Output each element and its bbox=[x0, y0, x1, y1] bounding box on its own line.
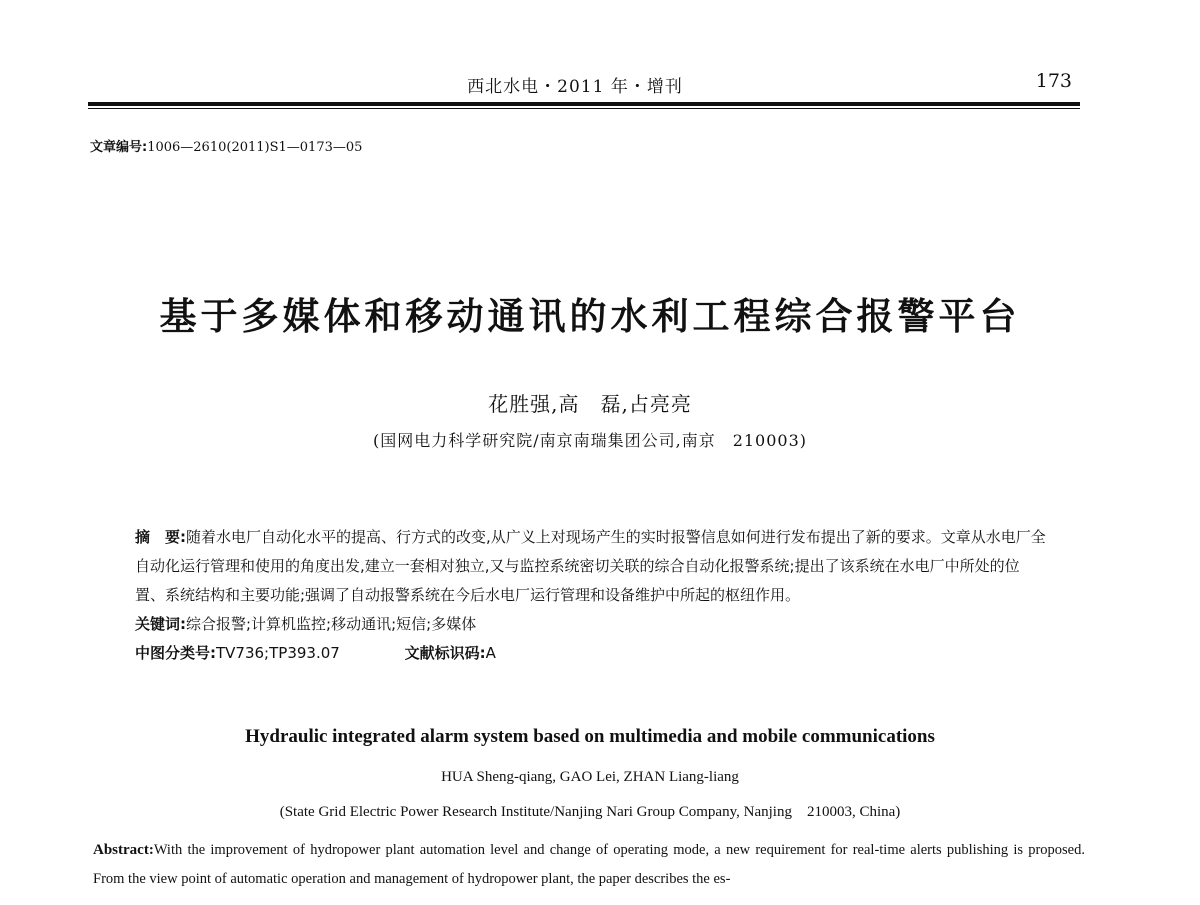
page-number: 173 bbox=[1035, 70, 1072, 92]
abstract-en bbox=[93, 836, 1085, 894]
abstract-cn bbox=[135, 523, 1047, 610]
header-rule-thick bbox=[88, 102, 1080, 106]
article-number-label: 文章编号: bbox=[90, 140, 148, 155]
abstract-en-text: With the improvement of hydropower plant automation level and change of operating mode, a new requirement for real-time alerts publishing is proposed. From the view point of automatic operation and management of hydropower plant, the paper describes the es- bbox=[93, 842, 1085, 887]
doc-code-value: A bbox=[485, 644, 496, 662]
header-rule-thin bbox=[88, 108, 1080, 109]
abstract-cn-block bbox=[135, 523, 1047, 668]
classification-label: 中图分类号: bbox=[135, 644, 216, 662]
article-number bbox=[90, 136, 362, 155]
abstract-en-label: Abstract: bbox=[93, 842, 154, 858]
abstract-cn-label: 摘 要: bbox=[135, 528, 186, 546]
classification-line bbox=[135, 639, 1047, 668]
keywords-cn bbox=[135, 610, 1047, 639]
title-cn: 基于多媒体和移动通讯的水利工程综合报警平台 bbox=[159, 295, 1021, 338]
authors-cn: 花胜强,高 磊,占亮亮 bbox=[488, 392, 692, 416]
affiliation-cn: (国网电力科学研究院/南京南瑞集团公司,南京 210003) bbox=[372, 431, 808, 450]
running-header bbox=[0, 72, 1200, 96]
journal-line: 西北水电・2011 年・增刊 bbox=[467, 77, 683, 97]
abstract-cn-text: 随着水电厂自动化水平的提高、行方式的改变,从广义上对现场产生的实时报警信息如何进行发布提出了新的要求。文章从水电厂全自动化运行管理和使用的角度出发,建立一套相对独立,又与监控系统密切关联的综合自动化报警系统;提出了该系统在水电厂中所处的位置、系统结构和主要功能;强调了自动报警系统在今后水电厂运行管理和设备维护中所起的枢纽作用。 bbox=[135, 528, 1046, 604]
doc-code-label: 文献标识码: bbox=[404, 644, 486, 662]
keywords-cn-label: 关键词: bbox=[135, 615, 186, 633]
article-number-value: 1006—2610(2011)S1—0173—05 bbox=[147, 140, 363, 155]
title-en: Hydraulic integrated alarm system based on multimedia and mobile communications bbox=[245, 726, 935, 747]
affiliation-en: (State Grid Electric Power Research Institute/Nanjing Nari Group Company, Nanjing 210003, China) bbox=[279, 804, 901, 820]
authors-en: HUA Sheng-qiang, GAO Lei, ZHAN Liang-liang bbox=[441, 769, 739, 785]
keywords-cn-text: 综合报警;计算机监控;移动通讯;短信;多媒体 bbox=[186, 615, 477, 633]
classification-value: TV736;TP393.07 bbox=[216, 644, 340, 662]
